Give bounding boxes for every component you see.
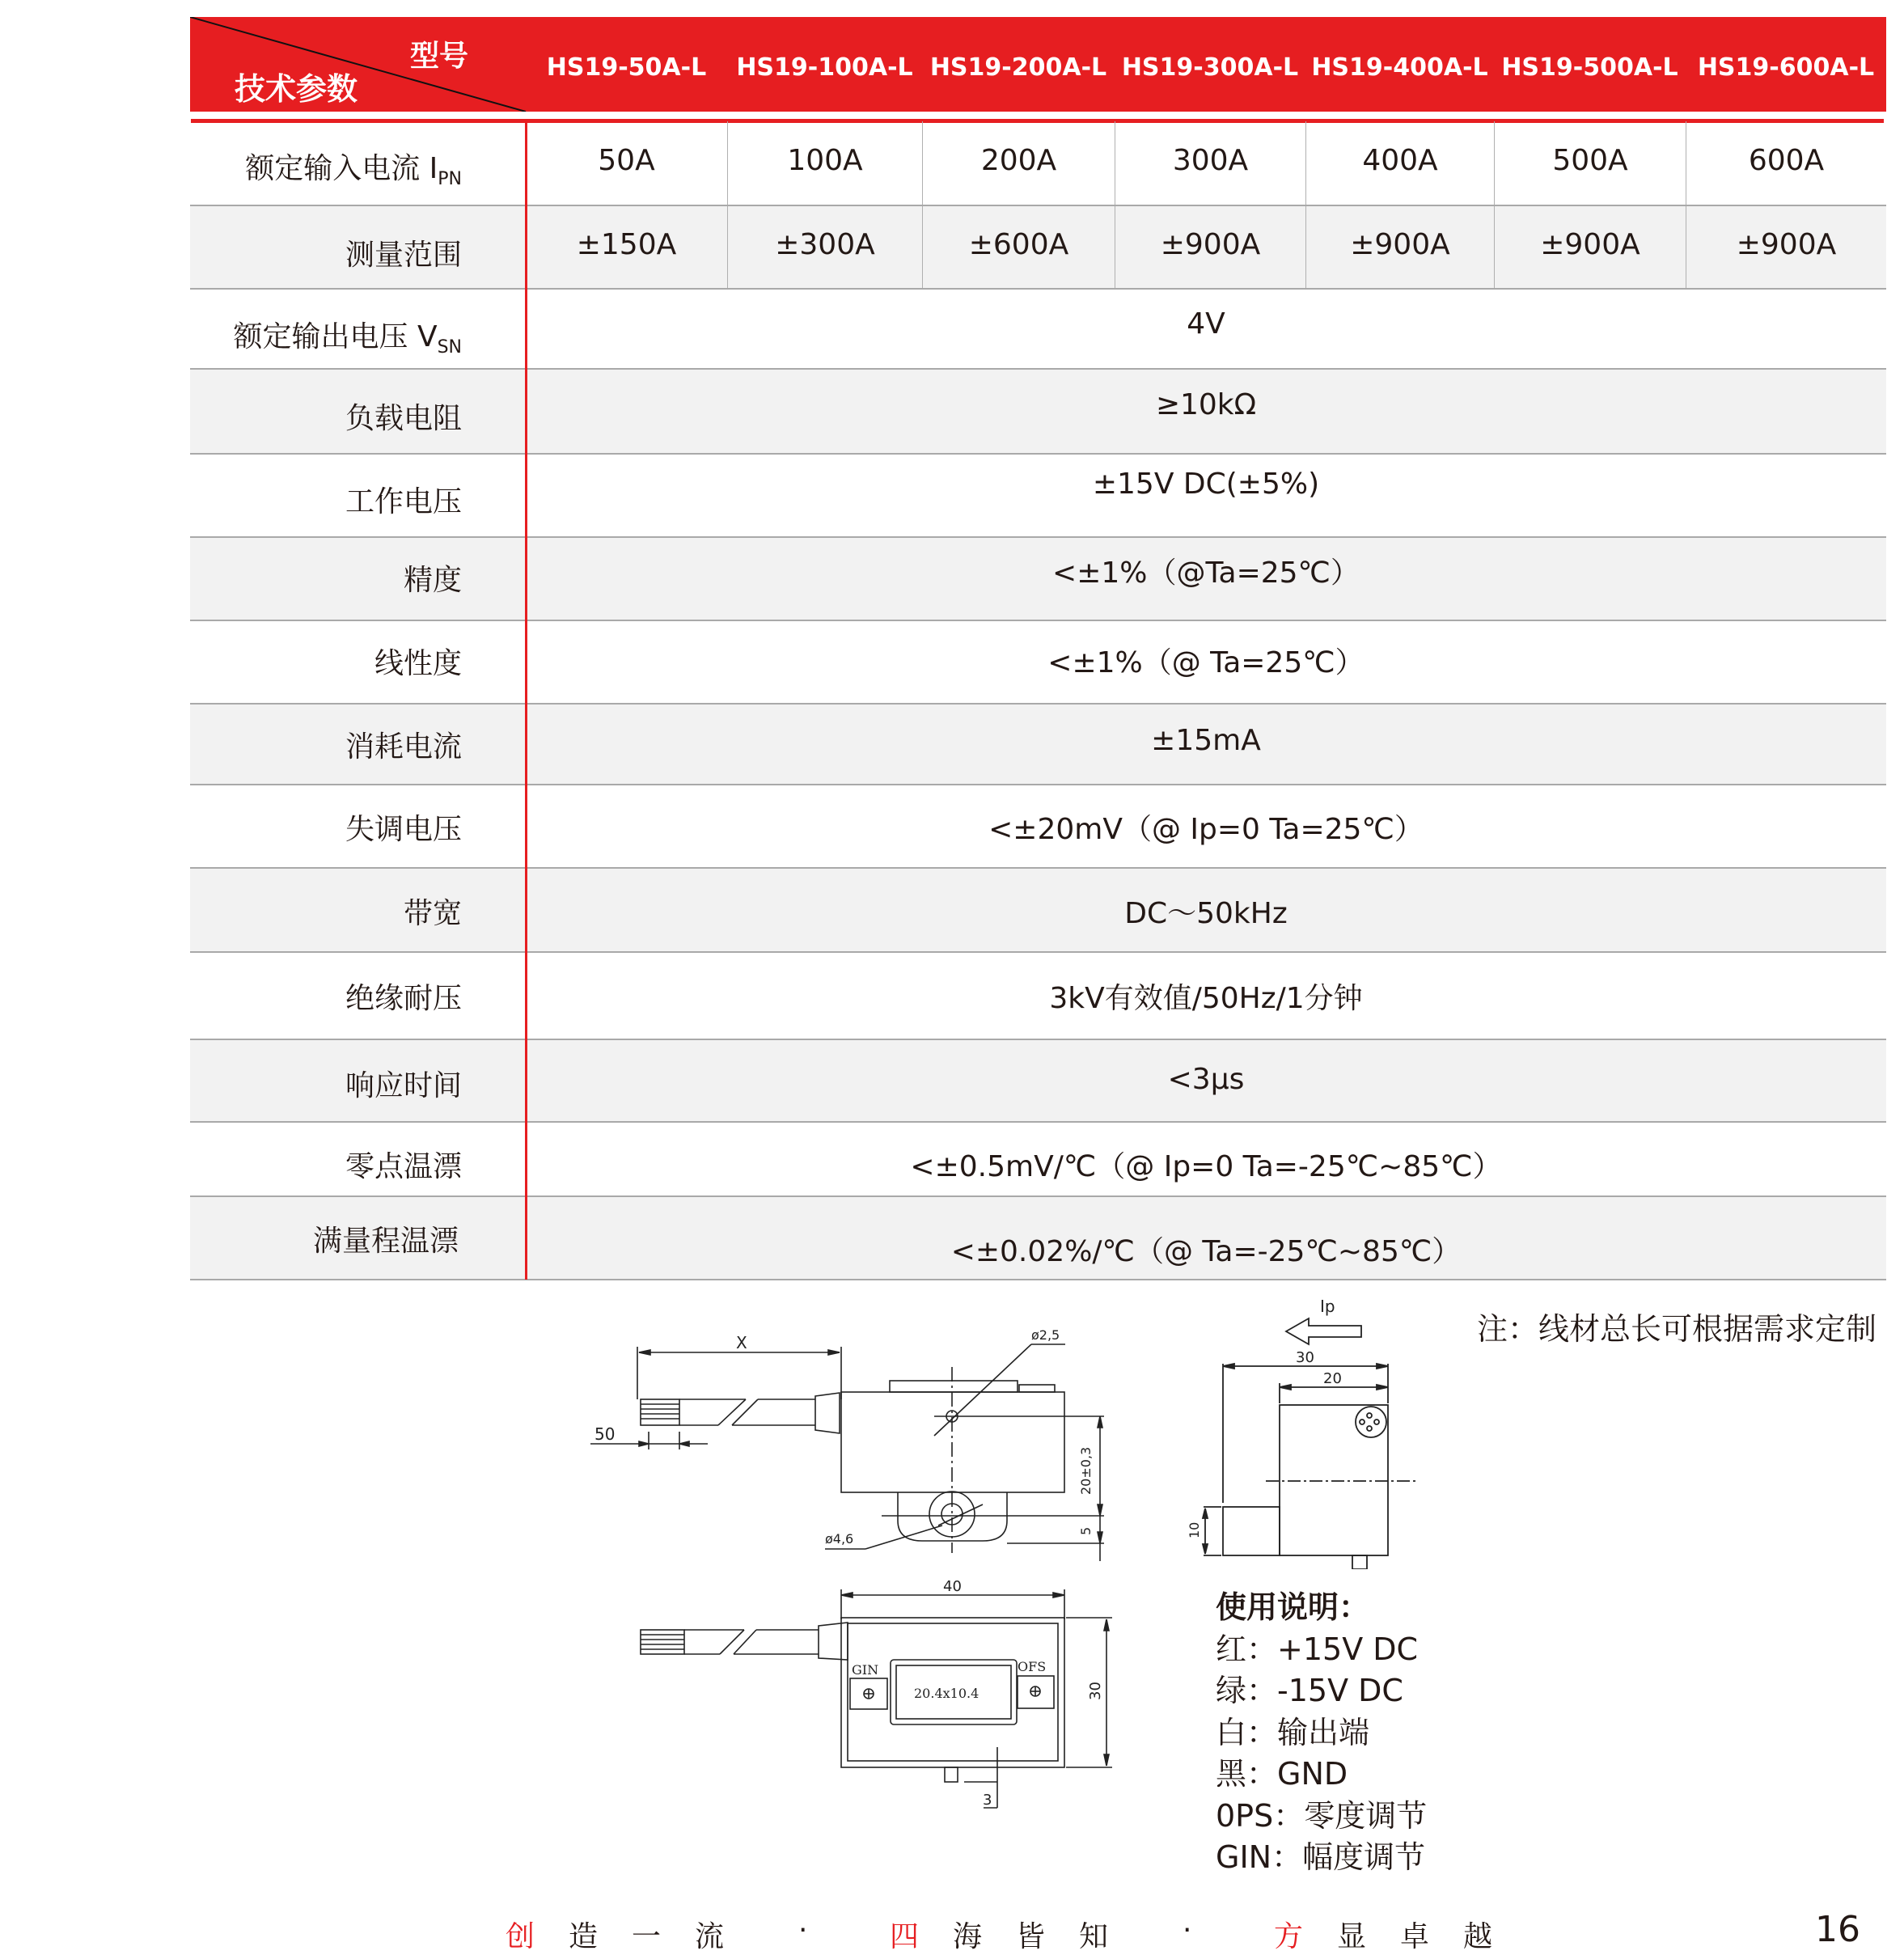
row-label: 零点温漂 bbox=[345, 1150, 462, 1183]
side-view-drawing bbox=[1165, 1286, 1424, 1569]
svg-text:20±0,3: 20±0,3 bbox=[1078, 1446, 1094, 1495]
svg-text:30: 30 bbox=[1296, 1349, 1314, 1366]
page-number: 16 bbox=[1815, 1909, 1860, 1950]
slogan-char: 方 bbox=[1274, 1920, 1304, 1953]
cell-value: ≥10kΩ bbox=[1155, 388, 1257, 421]
usage-line-gin: GIN：幅度调节 bbox=[1216, 1839, 1426, 1875]
table-row-rated-output-voltage bbox=[190, 290, 1886, 370]
usage-line-white-wire: 白：输出端 bbox=[1216, 1714, 1370, 1750]
slogan-char: 知 bbox=[1079, 1920, 1109, 1953]
cell-value: <±1%（@ Ta=25℃） bbox=[1047, 646, 1365, 679]
usage-line-green-wire: 绿：-15V DC bbox=[1216, 1673, 1403, 1708]
slogan-char: 皆 bbox=[1016, 1920, 1046, 1953]
table-row-fullscale-drift bbox=[190, 1197, 1886, 1280]
cell-value: 4V bbox=[1187, 307, 1225, 341]
header-params-label: 技术参数 bbox=[235, 71, 358, 107]
table-row-accuracy bbox=[190, 538, 1886, 621]
row-label: 失调电压 bbox=[345, 813, 462, 846]
svg-text:10: 10 bbox=[1187, 1521, 1202, 1538]
table-row-rated-input-current bbox=[190, 121, 1886, 206]
cell-value: <±0.5mV/℃（@ Ip=0 Ta=-25℃~85℃） bbox=[910, 1150, 1502, 1183]
row-label: 满量程温漂 bbox=[312, 1225, 459, 1258]
usage-line-red-wire: 红：+15V DC bbox=[1216, 1631, 1419, 1667]
cell-value: ±600A bbox=[922, 206, 1115, 288]
slogan-char: 创 bbox=[506, 1920, 535, 1953]
cell-value: 100A bbox=[727, 121, 922, 205]
svg-text:X: X bbox=[736, 1333, 747, 1352]
row-label: 响应时间 bbox=[345, 1069, 462, 1102]
cell-value: 3kV有效值/50Hz/1分钟 bbox=[1049, 982, 1363, 1015]
usage-title: 使用说明： bbox=[1216, 1589, 1370, 1625]
model-header-50a: HS19-50A-L bbox=[546, 53, 707, 82]
row-label: 精度 bbox=[403, 564, 462, 597]
cell-value: 300A bbox=[1115, 121, 1305, 205]
cell-value: DC～50kHz bbox=[1124, 897, 1288, 930]
table-row-response-time bbox=[190, 1040, 1886, 1123]
cell-value: ±900A bbox=[1115, 206, 1305, 288]
slogan-separator: · bbox=[798, 1914, 808, 1947]
table-row-offset-voltage bbox=[190, 785, 1886, 869]
cell-value: 600A bbox=[1686, 121, 1886, 205]
table-row-working-voltage bbox=[190, 455, 1886, 538]
svg-text:ø2,5: ø2,5 bbox=[1031, 1327, 1060, 1343]
row-label: 测量范围 bbox=[345, 239, 462, 272]
cell-value: ±900A bbox=[1686, 206, 1886, 288]
svg-text:ø4,6: ø4,6 bbox=[825, 1531, 854, 1547]
svg-text:30: 30 bbox=[1087, 1682, 1104, 1700]
cell-value: ±300A bbox=[727, 206, 922, 288]
row-label: 工作电压 bbox=[345, 485, 462, 518]
svg-text:3: 3 bbox=[983, 1792, 992, 1809]
table-row-bandwidth bbox=[190, 869, 1886, 953]
table-header bbox=[190, 17, 1886, 112]
table-row-linearity bbox=[190, 621, 1886, 705]
footer-slogan bbox=[506, 1909, 1904, 1953]
row-label: 负载电阻 bbox=[345, 402, 462, 435]
usage-line-ops: 0PS：零度调节 bbox=[1216, 1797, 1428, 1834]
cell-value: ±150A bbox=[576, 228, 677, 261]
usage-line-black-wire: 黑：GND bbox=[1216, 1756, 1348, 1792]
svg-text:20: 20 bbox=[1323, 1370, 1342, 1387]
row-label: 绝缘耐压 bbox=[345, 982, 462, 1015]
model-header-200a: HS19-200A-L bbox=[929, 53, 1107, 82]
svg-text:20.4x10.4: 20.4x10.4 bbox=[914, 1686, 980, 1701]
cell-value: <±1%（@Ta=25℃） bbox=[1052, 556, 1360, 590]
model-header-500a: HS19-500A-L bbox=[1501, 53, 1678, 82]
svg-text:5: 5 bbox=[1078, 1526, 1094, 1535]
slogan-char: 四 bbox=[890, 1920, 920, 1953]
slogan-char: 卓 bbox=[1400, 1920, 1430, 1953]
cell-value: <±0.02%/℃（@ Ta=-25℃~85℃） bbox=[950, 1235, 1462, 1268]
row-label: 额定输出电压 $V_{SN}$ bbox=[233, 320, 462, 358]
cell-value: 400A bbox=[1305, 121, 1494, 205]
cell-value: <±20mV（@ Ip=0 Ta=25℃） bbox=[988, 813, 1424, 846]
cell-value: 50A bbox=[598, 144, 655, 177]
cell-value: <3μs bbox=[1167, 1063, 1245, 1096]
table-row-measuring-range bbox=[190, 206, 1886, 290]
slogan-char: 造 bbox=[569, 1920, 599, 1953]
table-row-zero-drift bbox=[190, 1123, 1886, 1197]
slogan-char: 越 bbox=[1463, 1920, 1493, 1953]
svg-text:OFS: OFS bbox=[1018, 1659, 1047, 1674]
header-model-label: 型号 bbox=[410, 40, 469, 73]
table-row-insulation-voltage bbox=[190, 953, 1886, 1040]
model-header-300a: HS19-300A-L bbox=[1121, 53, 1299, 82]
svg-text:Ip: Ip bbox=[1320, 1297, 1335, 1316]
model-header-100a: HS19-100A-L bbox=[736, 53, 913, 82]
model-header-600a: HS19-600A-L bbox=[1697, 53, 1875, 82]
cell-value: ±900A bbox=[1494, 206, 1686, 288]
row-label: 线性度 bbox=[374, 647, 462, 680]
row-label: 消耗电流 bbox=[345, 730, 462, 764]
label-column-divider bbox=[525, 121, 527, 1280]
slogan-char: 海 bbox=[953, 1920, 983, 1953]
table-row-current-consumption bbox=[190, 705, 1886, 785]
usage-instructions bbox=[1216, 1587, 1427, 1879]
cell-value: 500A bbox=[1494, 121, 1686, 205]
row-label: 带宽 bbox=[403, 897, 462, 930]
model-header-400a: HS19-400A-L bbox=[1311, 53, 1488, 82]
slogan-char: 显 bbox=[1337, 1920, 1367, 1953]
cell-value: ±900A bbox=[1305, 206, 1494, 288]
row-label: 额定输入电流 $I_{PN}$ bbox=[245, 152, 462, 189]
dimension-drawing bbox=[566, 1310, 1132, 1877]
table-row-load-resistance bbox=[190, 370, 1886, 455]
svg-text:40: 40 bbox=[943, 1578, 962, 1595]
slogan-separator: · bbox=[1183, 1914, 1192, 1947]
slogan-char: 流 bbox=[695, 1920, 725, 1953]
slogan-char: 一 bbox=[632, 1920, 662, 1953]
current-direction-arrow-icon bbox=[1286, 1318, 1361, 1344]
svg-text:GIN: GIN bbox=[852, 1662, 879, 1678]
cell-value: ±15V DC(±5%) bbox=[1092, 468, 1320, 501]
cell-value: ±15mA bbox=[1151, 724, 1261, 757]
cable-length-note: 注：线材总长可根据需求定制 bbox=[1477, 1311, 1877, 1347]
svg-text:50: 50 bbox=[594, 1424, 616, 1444]
cell-value: 200A bbox=[922, 121, 1115, 205]
